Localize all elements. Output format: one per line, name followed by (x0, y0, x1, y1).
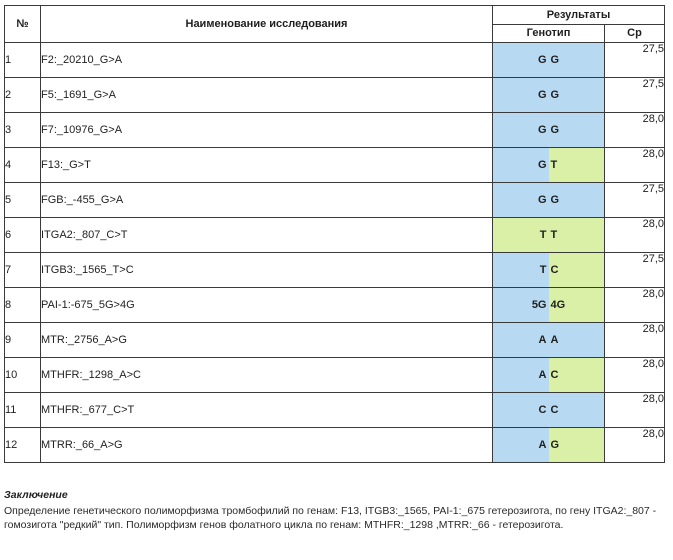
cp-value: 27,5 (605, 253, 665, 288)
row-number: 11 (5, 393, 41, 428)
allele-2: G (549, 183, 605, 217)
genotype-cell (493, 78, 605, 113)
header-cp: Ср (605, 24, 665, 43)
header-number: № (5, 6, 41, 43)
genotype-cell (493, 428, 605, 463)
test-name: MTHFR:_1298_A>C (41, 358, 493, 393)
genotype-cell (493, 288, 605, 323)
test-name: F5:_1691_G>A (41, 78, 493, 113)
table-row (5, 323, 665, 358)
test-name: F2:_20210_G>A (41, 43, 493, 78)
row-number: 1 (5, 43, 41, 78)
row-number: 5 (5, 183, 41, 218)
allele-2: T (549, 148, 605, 182)
test-name: F13:_G>T (41, 148, 493, 183)
table-row (5, 288, 665, 323)
test-name: MTHFR:_677_C>T (41, 393, 493, 428)
genotype-cell (493, 358, 605, 393)
row-number: 4 (5, 148, 41, 183)
allele-2: G (549, 113, 605, 147)
genotype-cell (493, 43, 605, 78)
row-number: 12 (5, 428, 41, 463)
header-genotype: Генотип (493, 24, 605, 43)
allele-2: G (549, 43, 605, 77)
allele-1: 5G (493, 288, 549, 322)
cp-value: 27,5 (605, 43, 665, 78)
row-number: 7 (5, 253, 41, 288)
allele-1: G (493, 78, 549, 112)
allele-2: C (549, 358, 605, 392)
table-row (5, 113, 665, 148)
allele-2: T (549, 218, 605, 252)
cp-value: 28,0 (605, 428, 665, 463)
test-name: ITGA2:_807_C>T (41, 218, 493, 253)
allele-2: G (549, 428, 605, 462)
allele-2: A (549, 323, 605, 357)
row-number: 10 (5, 358, 41, 393)
test-name: PAI-1:-675_5G>4G (41, 288, 493, 323)
row-number: 9 (5, 323, 41, 358)
genotype-cell (493, 323, 605, 358)
allele-1: C (493, 393, 549, 427)
cp-value: 28,0 (605, 323, 665, 358)
cp-value: 27,5 (605, 78, 665, 113)
allele-1: A (493, 358, 549, 392)
genotype-cell (493, 393, 605, 428)
allele-1: T (493, 218, 549, 252)
table-row (5, 78, 665, 113)
test-name: MTR:_2756_A>G (41, 323, 493, 358)
test-name: ITGB3:_1565_T>C (41, 253, 493, 288)
conclusion-section (4, 488, 666, 532)
allele-2: 4G (549, 288, 605, 322)
row-number: 3 (5, 113, 41, 148)
test-name: FGB:_-455_G>A (41, 183, 493, 218)
test-name: F7:_10976_G>A (41, 113, 493, 148)
genotype-cell (493, 253, 605, 288)
cp-value: 28,0 (605, 218, 665, 253)
conclusion-title: Заключение (4, 489, 68, 501)
genotype-cell (493, 218, 605, 253)
allele-2: C (549, 253, 605, 287)
header-test-name: Наименование исследования (41, 6, 493, 43)
header-results: Результаты (493, 6, 665, 25)
table-row (5, 218, 665, 253)
allele-1: G (493, 43, 549, 77)
test-name: MTRR:_66_A>G (41, 428, 493, 463)
genotype-cell (493, 183, 605, 218)
row-number: 6 (5, 218, 41, 253)
table-row (5, 253, 665, 288)
table-row (5, 428, 665, 463)
allele-2: G (549, 78, 605, 112)
row-number: 8 (5, 288, 41, 323)
allele-2: C (549, 393, 605, 427)
cp-value: 28,0 (605, 113, 665, 148)
table-row (5, 358, 665, 393)
genotype-cell (493, 113, 605, 148)
allele-1: G (493, 183, 549, 217)
cp-value: 28,0 (605, 358, 665, 393)
results-table (4, 5, 665, 463)
allele-1: A (493, 323, 549, 357)
cp-value: 28,0 (605, 288, 665, 323)
table-row (5, 43, 665, 78)
genotype-cell (493, 148, 605, 183)
allele-1: A (493, 428, 549, 462)
conclusion-text: Определение генетического полиморфизма тромбофилий по генам: F13, ITGB3:_1565, PAI-1:_675 гетерозигота, по гену ITGA2:_807 - гомозигота "редкий" тип. Полиморфизм генов фолатного цикла по генам: MTHFR:_1298 ,MTRR:_66 - гетерозигота. (4, 505, 657, 531)
cp-value: 28,0 (605, 148, 665, 183)
allele-1: G (493, 148, 549, 182)
table-row (5, 148, 665, 183)
cp-value: 27,5 (605, 183, 665, 218)
table-row (5, 393, 665, 428)
results-sheet (4, 5, 664, 463)
allele-1: T (493, 253, 549, 287)
allele-1: G (493, 113, 549, 147)
cp-value: 28,0 (605, 393, 665, 428)
table-row (5, 183, 665, 218)
row-number: 2 (5, 78, 41, 113)
